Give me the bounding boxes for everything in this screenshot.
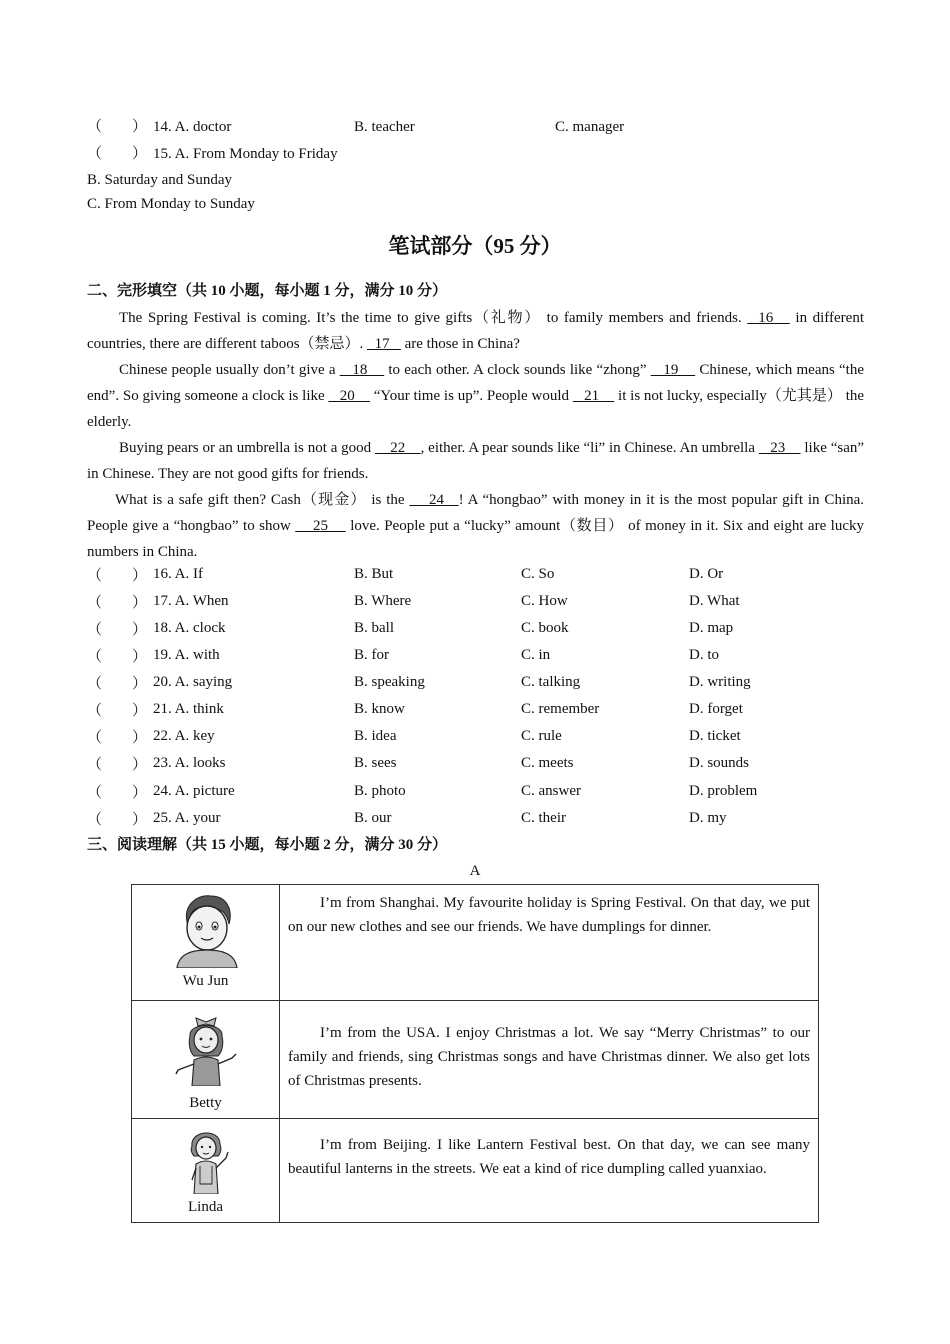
option-c: C. answer xyxy=(521,783,581,799)
option-row-18 xyxy=(0,618,950,638)
option-row-19 xyxy=(0,645,950,665)
option-a: 21. A. think xyxy=(153,701,224,717)
option-b: B. Where xyxy=(354,593,412,609)
answer-paren[interactable]: （ ） xyxy=(87,703,148,719)
cloze-passage xyxy=(87,305,864,565)
reading-text: I’m from Beijing. I like Lantern Festival best. On that day, we can see many beautiful lanterns in the streets. We eat a kind of rice dumpling called yuanxiao. xyxy=(288,1137,810,1177)
option-d: D. map xyxy=(689,620,734,636)
q14-option-b: B. teacher xyxy=(354,119,415,135)
blank-22: 22 xyxy=(375,440,421,456)
option-row-20 xyxy=(0,672,950,692)
blank-25: 25 xyxy=(295,518,346,534)
option-d: D. my xyxy=(689,810,727,826)
reading-text: I’m from Shanghai. My favourite holiday is Spring Festival. On that day, we put on our new clothes and see our friends. We have dumplings for dinner. xyxy=(288,895,810,935)
option-a: 22. A. key xyxy=(153,728,215,744)
blank-20: 20 xyxy=(328,388,370,404)
option-b: B. idea xyxy=(354,728,397,744)
blank-21: 21 xyxy=(572,388,615,404)
option-c: C. How xyxy=(521,593,568,609)
q15-paren: （ ） xyxy=(87,146,148,162)
option-row-21 xyxy=(0,699,950,719)
student-name: Betty xyxy=(189,1095,222,1111)
option-row-22 xyxy=(0,726,950,746)
cloze-paragraph-1: The Spring Festival is coming. It’s the time to give gifts（礼物） to family members and friends. 16 in different countries, there are different taboos（禁忌）. 17 are those in China? xyxy=(87,310,864,352)
section3-heading: 三、阅读理解（共 15 小题，每小题 2 分，满分 30 分） xyxy=(87,837,448,853)
option-c: C. So xyxy=(521,566,555,582)
q14-option-a: 14. A. doctor xyxy=(153,119,232,135)
reading-text: I’m from the USA. I enjoy Christmas a lot. We say “Merry Christmas” to our family and friends, sing Christmas songs and have Christmas dinner. We also get lots of Christmas presents. xyxy=(288,1025,810,1089)
option-a: 25. A. your xyxy=(153,810,221,826)
option-d: D. Or xyxy=(689,566,724,582)
cloze-paragraph-4: What is a safe gift then? Cash（现金） is the 24 ! A “hongbao” with money in it is the most popular gift in China. People give a “hongbao” to show 25 love. People put a “lucky” amount（数目） of money in it. Six and eight are lucky numbers in China. xyxy=(87,492,865,560)
girl-portrait-icon xyxy=(174,1010,238,1086)
boy-portrait-icon xyxy=(171,892,241,968)
option-c: C. remember xyxy=(521,701,600,717)
blank-23: 23 xyxy=(758,440,801,456)
reading-text-cell xyxy=(280,1001,819,1119)
answer-paren[interactable]: （ ） xyxy=(87,757,148,773)
q15-option-c: C. From Monday to Sunday xyxy=(87,196,255,212)
option-b: B. sees xyxy=(354,755,397,771)
written-part-title: 笔试部分（95 分） xyxy=(388,234,562,258)
reading-row-linda xyxy=(132,1119,819,1223)
blank-18: 18 xyxy=(339,362,385,378)
answer-paren[interactable]: （ ） xyxy=(87,622,148,638)
option-c: C. rule xyxy=(521,728,562,744)
option-a: 24. A. picture xyxy=(153,783,235,799)
option-row-25 xyxy=(0,808,950,828)
q14-option-c: C. manager xyxy=(555,119,625,135)
option-c: C. meets xyxy=(521,755,574,771)
option-row-24 xyxy=(0,781,950,801)
q15-option-b: B. Saturday and Sunday xyxy=(87,172,232,188)
section2-heading: 二、完形填空（共 10 小题，每小题 1 分，满分 10 分） xyxy=(87,283,448,299)
student-name: Linda xyxy=(188,1199,223,1215)
option-a: 19. A. with xyxy=(153,647,220,663)
portrait-cell xyxy=(132,1001,280,1119)
option-row-17 xyxy=(0,591,950,611)
cloze-paragraph-3: Buying pears or an umbrella is not a good 22 , either. A pear sounds like “li” in Chinese. An umbrella 23 like “san” in Chinese. They are not good gifts for friends. xyxy=(87,440,865,482)
portrait-cell xyxy=(132,1119,280,1223)
option-b: B. photo xyxy=(354,783,406,799)
reading-text-cell xyxy=(280,1119,819,1223)
answer-paren[interactable]: （ ） xyxy=(87,676,148,692)
passage-label: A xyxy=(469,863,481,879)
reading-row-betty xyxy=(132,1001,819,1119)
answer-paren[interactable]: （ ） xyxy=(87,595,148,611)
option-c: C. their xyxy=(521,810,566,826)
answer-paren[interactable]: （ ） xyxy=(87,785,148,801)
option-b: B. know xyxy=(354,701,405,717)
option-b: B. our xyxy=(354,810,392,826)
answer-paren[interactable]: （ ） xyxy=(87,812,148,828)
reading-row-wu-jun xyxy=(132,885,819,1001)
portrait-cell xyxy=(132,885,280,1001)
option-a: 16. A. If xyxy=(153,566,203,582)
q15-option-a: 15. A. From Monday to Friday xyxy=(153,146,338,162)
answer-paren[interactable]: （ ） xyxy=(87,730,148,746)
option-d: D. ticket xyxy=(689,728,741,744)
option-d: D. problem xyxy=(689,783,758,799)
option-a: 23. A. looks xyxy=(153,755,226,771)
option-a: 18. A. clock xyxy=(153,620,226,636)
blank-24: 24 xyxy=(409,492,459,508)
q14-paren: （ ） xyxy=(87,119,148,135)
cloze-paragraph-2: Chinese people usually don’t give a 18 to each other. A clock sounds like “zhong” 19 Chinese, which means “the end”. So giving someone a clock is like 20 “Your time is up”. People would 21 it is not lucky, especially（尤其是） the elderly. xyxy=(87,362,865,430)
option-c: C. in xyxy=(521,647,551,663)
answer-paren[interactable]: （ ） xyxy=(87,568,148,584)
option-row-23 xyxy=(0,753,950,773)
option-c: C. book xyxy=(521,620,569,636)
blank-16: 16 xyxy=(747,310,790,326)
option-b: B. speaking xyxy=(354,674,425,690)
blank-19: 19 xyxy=(650,362,696,378)
option-a: 17. A. When xyxy=(153,593,229,609)
blank-17: 17 xyxy=(367,336,401,352)
answer-paren[interactable]: （ ） xyxy=(87,649,148,665)
option-row-16 xyxy=(0,564,950,584)
option-d: D. What xyxy=(689,593,740,609)
option-b: B. for xyxy=(354,647,389,663)
option-d: D. to xyxy=(689,647,719,663)
option-c: C. talking xyxy=(521,674,581,690)
option-d: D. forget xyxy=(689,701,743,717)
student-name: Wu Jun xyxy=(182,973,229,989)
girl-portrait-icon xyxy=(178,1124,234,1194)
option-d: D. sounds xyxy=(689,755,750,771)
option-a: 20. A. saying xyxy=(153,674,233,690)
reading-table xyxy=(131,884,819,1223)
option-d: D. writing xyxy=(689,674,751,690)
option-b: B. But xyxy=(354,566,394,582)
option-b: B. ball xyxy=(354,620,394,636)
reading-text-cell xyxy=(280,885,819,1001)
